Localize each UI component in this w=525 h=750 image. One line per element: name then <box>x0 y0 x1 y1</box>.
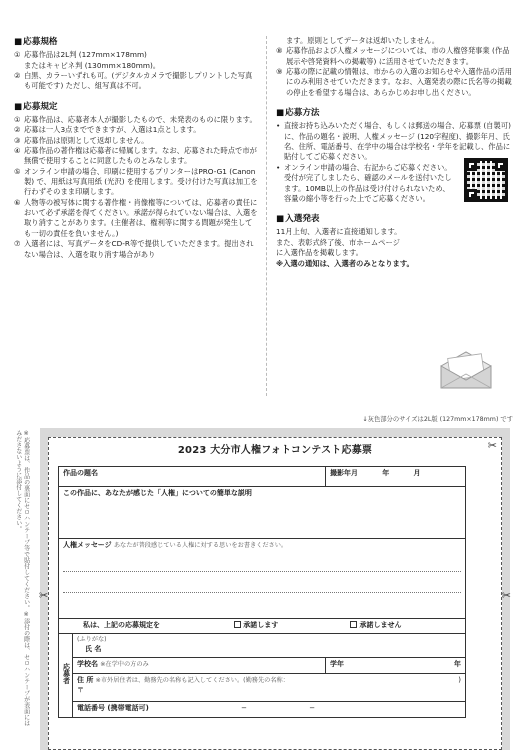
name-cell[interactable]: (ふりがな) 氏 名 <box>73 633 466 657</box>
address-cell[interactable]: 住 所 ※市外居住者は、勤務先の名称も記入してください。(勤務先の名称： ) 〒 <box>73 673 466 701</box>
consent-no-checkbox[interactable]: 承諾しません <box>350 621 401 629</box>
description-cell[interactable]: この作品に、あなたが感じた「人権」についての簡単な説明 <box>59 487 466 539</box>
rules-section <box>14 101 259 260</box>
school-cell[interactable]: 学校名 ※在学中の方のみ <box>73 657 326 673</box>
method-item: • オンライン申請の場合、右記からご応募ください。受付が完了しましたら、確認のメールを送付いたします。10MB以上の作品は受け付けられないため、容量の縮小等を行った上でご応募ください。 <box>276 162 452 203</box>
attach-note: ※応募票は、作品の裏面にセロハンテープ等で貼付してください。※添付の際は、セロハンテープが表面にはみださないように添付してください。 <box>14 430 30 726</box>
list-item: ⑦ 入選者には、写真データをCD-R等で提供していただきます。提出されない場合は、入選を取り消す場合があり <box>14 239 254 259</box>
qr-code-icon[interactable] <box>464 158 508 202</box>
specs-heading: ■ 応募規格 <box>14 36 259 48</box>
list-item: またはキャビネ判 (130mm×180mm)。 <box>24 60 161 70</box>
grade-cell[interactable]: 学年 年 <box>326 657 466 673</box>
size-note: ↓灰色部分のサイズは2L版 (127mm×178mm) です <box>362 416 513 423</box>
announce-section <box>276 213 514 269</box>
announce-heading: ■ 入選発表 <box>276 213 514 225</box>
announce-line: また、表彰式終了後、市ホームページ <box>276 237 400 247</box>
list-item: ⑥ 人物等の被写体に関する著作権・肖像権等については、応募者の責任において必ず承諾を得てください。承諾が得られていない場合は、入選を取り消すことがあります。(主催者は、権利等に関する問題が発生しても一切の責任を負いません。) <box>14 197 258 238</box>
rules-heading: ■ 応募規定 <box>14 101 259 113</box>
specs-section <box>14 36 259 92</box>
phone-cell[interactable]: 電話番号 (携帯電話可) − − <box>73 701 466 717</box>
list-item: ④ 応募作品の著作権は応募者に帰属します。なお、応募された時点で市が無償で使用することに同意したものとみなします。 <box>14 145 257 166</box>
list-item: ② 応募は一人3点までできますが、入選は1点とします。 <box>14 125 201 135</box>
column-divider <box>266 36 267 396</box>
date-cell[interactable]: 撮影年月 年 月 <box>326 467 466 487</box>
method-heading: ■ 応募方法 <box>276 107 514 119</box>
scissors-icon: ✂ <box>501 589 511 602</box>
rules-continued <box>276 36 514 98</box>
left-column <box>14 36 259 269</box>
form-title: 2023 大分市人権フォトコンテスト応募票 <box>177 445 373 456</box>
scissors-icon: ✂ <box>487 439 497 452</box>
list-item: ⑤ オンライン申請の場合、印刷に使用するプリンターはPRO-G1 (Canon製) で、用紙は写真用紙 (光沢) を使用します。受け付けた写真は加工を行わずそのまま印刷します。 <box>14 166 258 197</box>
announce-line: に入選作品を掲載します。 <box>276 248 363 258</box>
title-cell[interactable]: 作品の題名 <box>59 467 326 487</box>
scissors-icon: ✂ <box>39 589 49 602</box>
list-item: ③ 応募作品は原則として返却しません。 <box>14 135 149 145</box>
list-item: ① 応募作品は、応募者本人が撮影したもので、未発表のものに限ります。 <box>14 114 257 124</box>
entry-form-table <box>58 466 466 718</box>
list-item: ① 応募作品は2L判 (127mm×178mm) <box>14 50 147 60</box>
list-item: ⑧ 応募作品および人権メッセージについては、市の人権啓発事業 (作品展示や啓発資料への掲載等) に活用させていただきます。 <box>276 46 510 66</box>
announce-note: ※入選の通知は、入選者のみとなります。 <box>276 258 414 268</box>
list-item-continued: ます。原則としてデータは返却いたしません。 <box>286 36 440 45</box>
message-cell[interactable]: 人権メッセージ あなたが普段感じている人権に対する思いをお書きください。 <box>59 539 466 619</box>
method-section <box>276 107 514 204</box>
announce-line: 11月上旬、入選者に直接通知します。 <box>276 227 402 237</box>
method-item: • 直接お持ち込みいただく場合、もしくは郵送の場合、応募票 (自製可) に、作品の題名・説明、人権メッセージ (120字程度)、撮影年月、氏名、住所、電話番号、在学中の場合は学校名・学年を記載し、作品に貼付してご応募ください。 <box>276 121 511 162</box>
consent-yes-checkbox[interactable]: 承諾します <box>234 621 278 629</box>
consent-row: 私は、上記の応募規定を 承諾します 承諾しません <box>59 619 466 634</box>
envelope-icon <box>437 348 495 392</box>
applicant-label: 応募者 <box>59 633 73 717</box>
list-item: ② 白黒、カラーいずれも可。(デジタルカメラで撮影しプリントした写真も可能です) ただし、組写真は不可。 <box>14 70 253 91</box>
list-item: ⑨ 応募の際に記載の情報は、市からの入選のお知らせや入選作品の活用にのみ利用させていただきます。なお、入選発表の際に氏名等の掲載の停止を希望する場合は、あらかじめお申し出ください。 <box>276 67 512 97</box>
right-column <box>276 36 514 278</box>
